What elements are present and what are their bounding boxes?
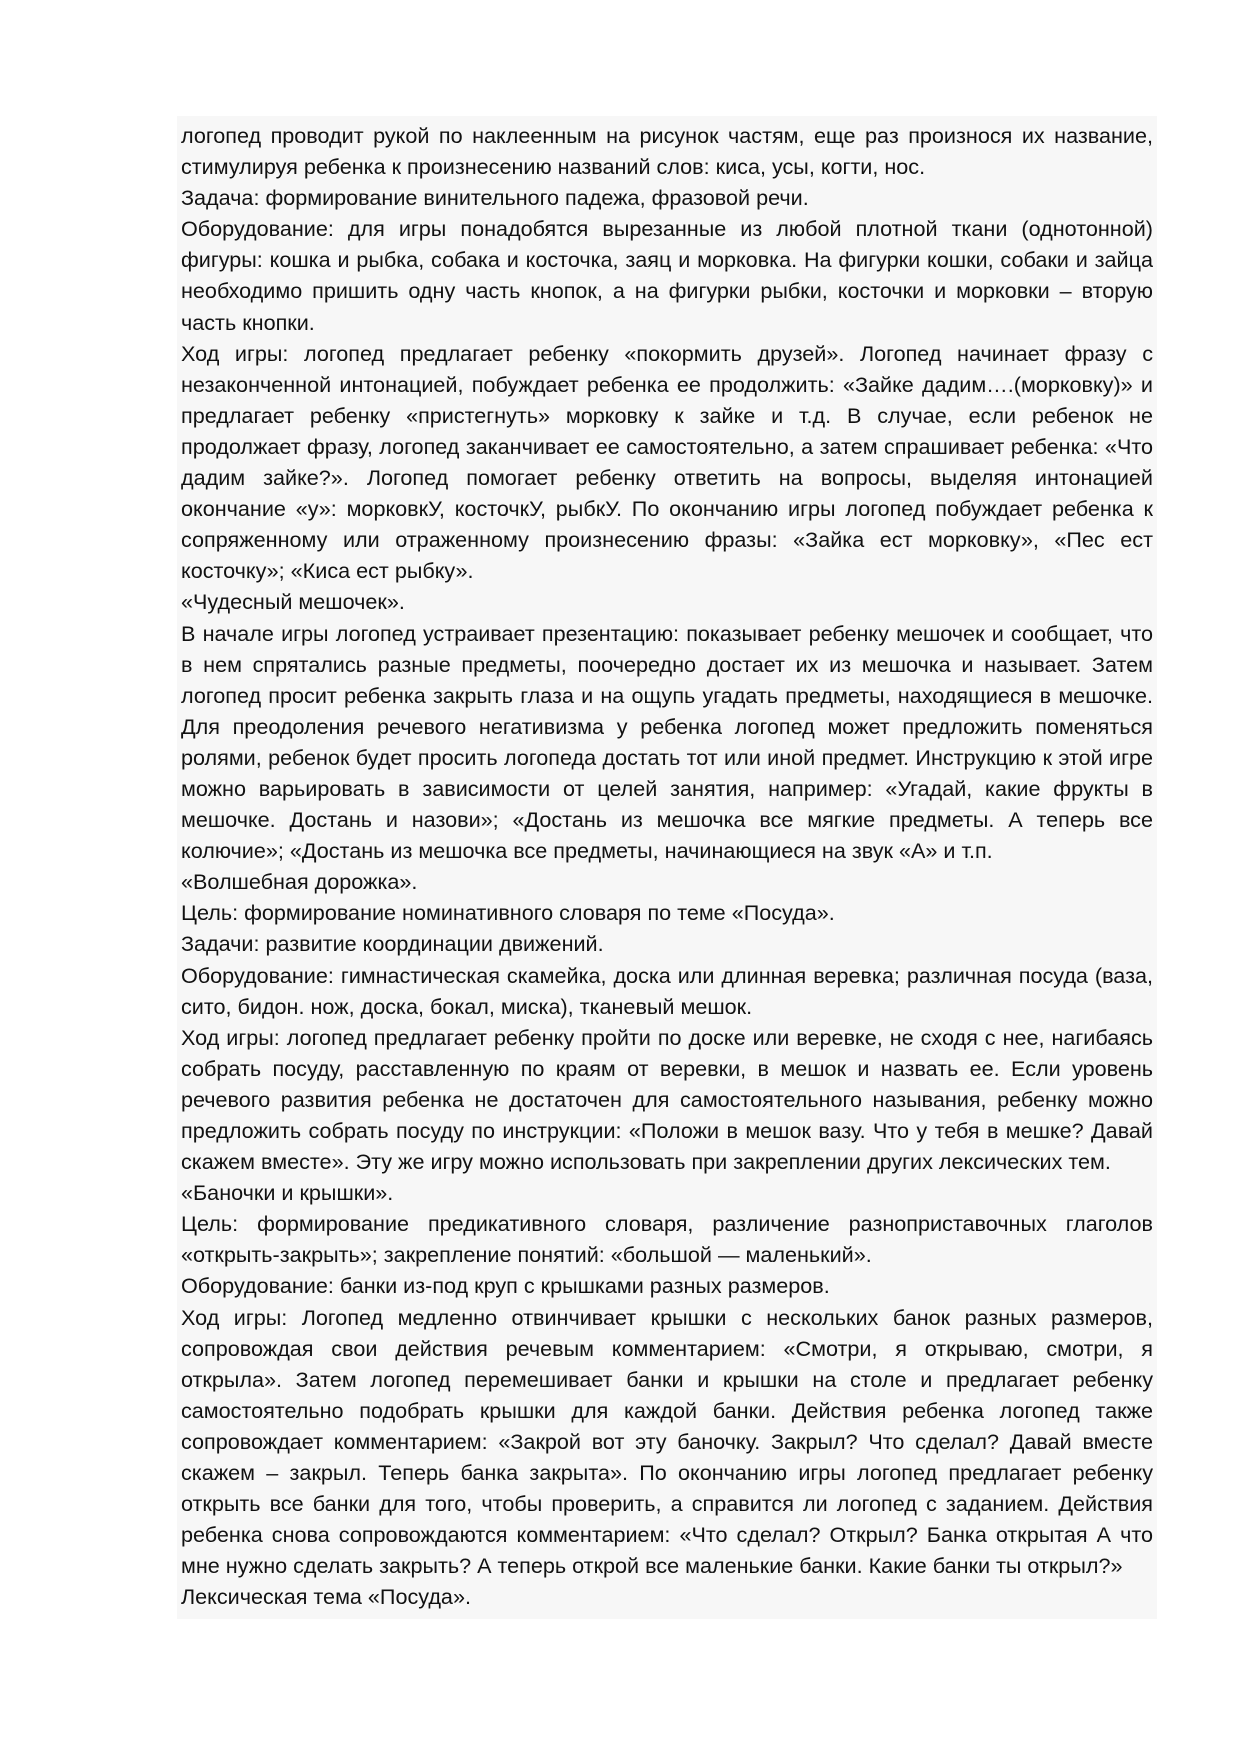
paragraph-equipment-path: Оборудование: гимнастическая скамейка, доска или длинная веревка; различная посуда (ваза, сито, бидон. нож, доска, бокал, миска), тканевый мешок. bbox=[181, 962, 1153, 1019]
heading-magic-path: «Волшебная дорожка». bbox=[181, 869, 418, 895]
paragraph-goal-jars: Цель: формирование предикативного словаря, различение разноприставочных глаголов «открыть-закрыть»; закрепление понятий: «большой — маленький». bbox=[181, 1211, 1153, 1268]
paragraph-game-jars: Ход игры: Логопед медленно отвинчивает крышки с нескольких банок разных размеров, сопровождая свои действия речевым комментарием: «Смотри, я открываю, смотри, я открыла». Затем логопед перемешивает банки и крышки на столе и предлагает ребенку самостоятельно подобрать крышки для каждой банки. Действия ребенка логопед также сопровождает комментарием: «Закрой вот эту баночку. Закрыл? Что сделал? Давай вместе скажем – закрыл. Теперь банка закрыта». По окончанию игры логопед предлагает ребенку открыть все банки для того, чтобы проверить, а справится ли логопед с заданием. Действия ребенка снова сопровождаются комментарием: «Что сделал? Открыл? Банка открытая А что мне нужно сделать закрыть? А теперь открой все маленькие банки. Какие банки ты открыл?» bbox=[181, 1304, 1153, 1579]
paragraph-tasks-path: Задачи: развитие координации движений. bbox=[181, 931, 604, 957]
paragraph-game-path: Ход игры: логопед предлагает ребенку пройти по доске или веревке, не сходя с нее, нагибаясь собрать посуду, расставленную по краям от веревки, в мешок и назвать ее. Если уровень речевого развития ребенка не достаточен для самостоятельного называния, ребенку можно предложить собрать посуду по инструкции: «Положи в мешок вазу. Что у тебя в мешке? Давай скажем вместе». Эту же игру можно использовать при закреплении других лексических тем. bbox=[181, 1024, 1153, 1175]
paragraph-task: Задача: формирование винительного падежа, фразовой речи. bbox=[181, 185, 809, 211]
paragraph-goal-path: Цель: формирование номинативного словаря по теме «Посуда». bbox=[181, 900, 835, 926]
paragraph-equipment-feed: Оборудование: для игры понадобятся вырезанные из любой плотной ткани (однотонной) фигуры: кошка и рыбка, собака и косточка, заяц и морковка. На фигурки кошки, собаки и зайца необходимо пришить одну часть кнопок, а на фигурки рыбки, косточки и морковки – вторую часть кнопки. bbox=[181, 216, 1153, 335]
document-text-block bbox=[177, 116, 1157, 1619]
paragraph-lexical-topic: Лексическая тема «Посуда». bbox=[181, 1584, 471, 1610]
paragraph-intro-end: логопед проводит рукой по наклеенным на рисунок частям, еще раз произнося их название, стимулируя ребенка к произнесению названий слов: киса, усы, когти, нос. bbox=[181, 123, 1153, 180]
paragraph-equipment-jars: Оборудование: банки из-под круп с крышками разных размеров. bbox=[181, 1273, 830, 1299]
paragraph-game-feed: Ход игры: логопед предлагает ребенку «покормить друзей». Логопед начинает фразу с незаконченной интонацией, побуждает ребенка ее продолжить: «Зайке дадим….(морковку)» и предлагает ребенку «пристегнуть» морковку к зайке и т.д. В случае, если ребенок не продолжает фразу, логопед заканчивает ее самостоятельно, а затем спрашивает ребенка: «Что дадим зайке?». Логопед помогает ребенку ответить на вопросы, выделяя интонацией окончание «у»: морковкУ, косточкУ, рыбкУ. По окончанию игры логопед побуждает ребенка к сопряженному или отраженному произнесению фразы: «Зайка ест морковку», «Пес ест косточку»; «Киса ест рыбку». bbox=[181, 340, 1153, 584]
heading-magic-bag: «Чудесный мешочек». bbox=[181, 589, 405, 615]
heading-jars-lids: «Баночки и крышки». bbox=[181, 1180, 394, 1206]
paragraph-magic-bag: В начале игры логопед устраивает презентацию: показывает ребенку мешочек и сообщает, что в нем спрятались разные предметы, поочередно достает их из мешочка и называет. Затем логопед просит ребенка закрыть глаза и на ощупь угадать предметы, находящиеся в мешочке. Для преодоления речевого негативизма у ребенка логопед может предложить поменяться ролями, ребенок будет просить логопеда достать тот или иной предмет. Инструкцию к этой игре можно варьировать в зависимости от целей занятия, например: «Угадай, какие фрукты в мешочке. Достань и назови»; «Достань из мешочка все мягкие предметы. А теперь все колючие»; «Достань из мешочка все предметы, начинающиеся на звук «А» и т.п. bbox=[181, 620, 1153, 864]
